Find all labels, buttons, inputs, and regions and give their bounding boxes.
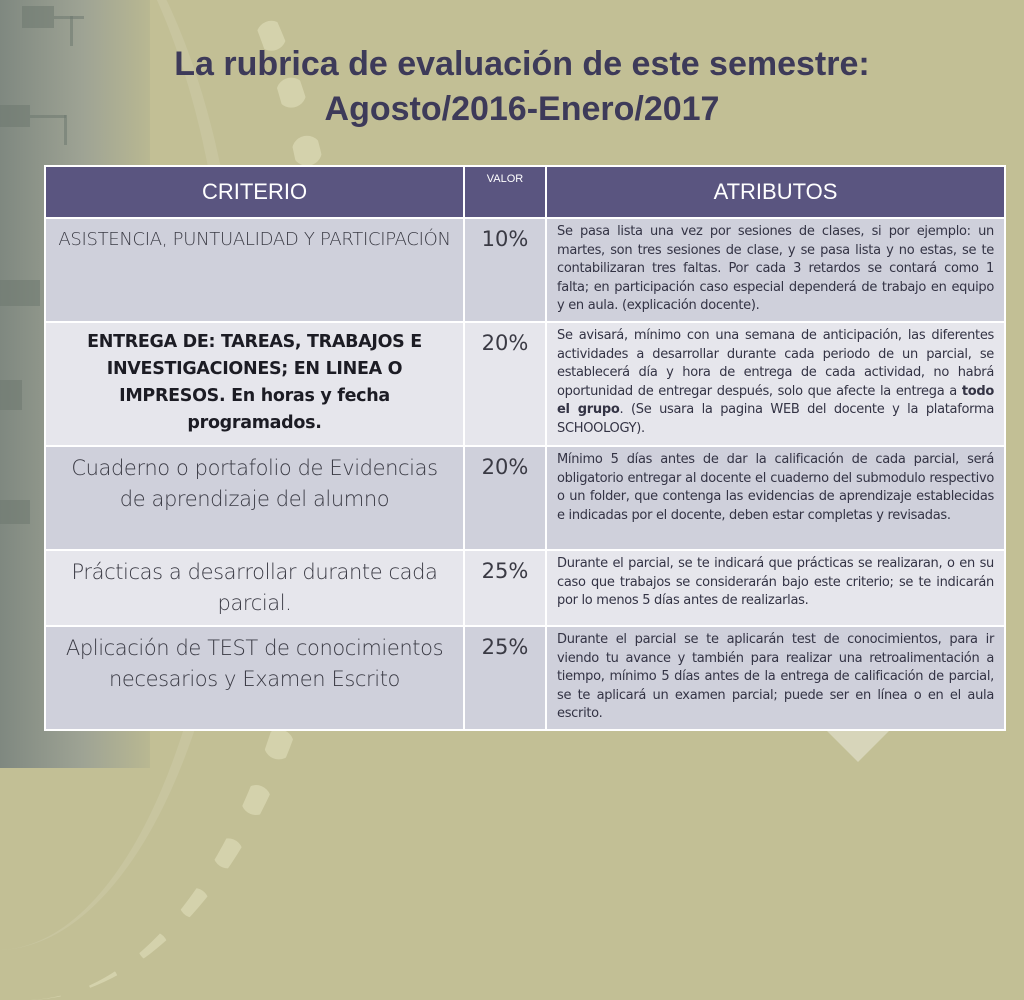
valor-cell: 20% xyxy=(464,446,546,550)
table-row xyxy=(45,322,1005,446)
atributos-bold-text: todo el grupo xyxy=(557,383,994,417)
table-row xyxy=(45,550,1005,626)
table-row xyxy=(45,218,1005,322)
atributos-cell xyxy=(546,322,1005,446)
valor-cell: 25% xyxy=(464,626,546,730)
table-row xyxy=(45,446,1005,550)
valor-cell: 10% xyxy=(464,218,546,322)
background-arrow xyxy=(824,728,892,762)
header-atributos: ATRIBUTOS xyxy=(546,166,1005,218)
background-flow-line xyxy=(54,16,84,19)
atributos-cell: Durante el parcial se te aplicarán test de conocimientos, para ir viendo tu avance y también para realizar una retroalimentación a tiempo, mínimo 5 días antes de la entrega de calificación de parcial, se te aplicará un examen parcial; puede ser en línea o en el aula escrito. xyxy=(546,626,1005,730)
criterio-cell: Aplicación de TEST de conocimientos necesarios y Examen Escrito xyxy=(45,626,464,730)
header-valor: VALOR xyxy=(464,166,546,218)
slide-title-line2: Agosto/2016-Enero/2017 xyxy=(324,90,720,128)
criterio-cell: Prácticas a desarrollar durante cada parcial. xyxy=(45,550,464,626)
rubric-table xyxy=(44,165,1006,731)
valor-cell: 20% xyxy=(464,322,546,446)
header-criterio: CRITERIO xyxy=(45,166,464,218)
table-row xyxy=(45,626,1005,730)
criterio-cell: ASISTENCIA, PUNTUALIDAD Y PARTICIPACIÓN xyxy=(45,218,464,322)
background-flow-box xyxy=(0,105,30,127)
background-flow-box xyxy=(0,380,22,410)
criterio-cell: ENTREGA DE: TAREAS, TRABAJOS E INVESTIGACIONES; EN LINEA O IMPRESOS. En horas y fecha programados. xyxy=(45,322,464,446)
slide-title xyxy=(60,42,984,132)
background-flow-box xyxy=(0,500,30,524)
table-header-row xyxy=(45,166,1005,218)
criterio-cell: Cuaderno o portafolio de Evidencias de aprendizaje del alumno xyxy=(45,446,464,550)
atributos-text: Se avisará, mínimo con una semana de anticipación, las diferentes actividades a desarrollar durante cada periodo de un parcial, se establecerá día y hora de entrega de cada actividad, no habrá oportunidad de entregar después, solo que afecte la entrega a xyxy=(557,328,994,399)
slide-title-line1: La rubrica de evaluación de este semestre: xyxy=(174,45,870,83)
atributos-text: . (Se usara la pagina WEB del docente y la plataforma SCHOOLOGY). xyxy=(557,402,994,436)
atributos-cell: Durante el parcial, se te indicará que prácticas se realizaran, o en su caso que trabajos se considerarán bajo este criterio; se te indicarán por lo menos 5 días antes de realizarlas. xyxy=(546,550,1005,626)
atributos-cell: Mínimo 5 días antes de dar la calificación de cada parcial, será obligatorio entregar al docente el cuaderno del submodulo respectivo o un folder, que contenga las evidencias de aprendizaje establecidas e indicadas por el docente, deben estar completas y revisadas. xyxy=(546,446,1005,550)
valor-cell: 25% xyxy=(464,550,546,626)
background-flow-box xyxy=(22,6,54,28)
atributos-cell: Se pasa lista una vez por sesiones de clases, si por ejemplo: un martes, son tres sesiones de clase, y se pasa lista y no estas, se te contabilizaran tres faltas. Por cada 3 retardos se contará como 1 falta; en participación caso especial dependerá de trabajo en equipo y en aula. (explicación docente). xyxy=(546,218,1005,322)
background-flow-box xyxy=(0,280,40,306)
